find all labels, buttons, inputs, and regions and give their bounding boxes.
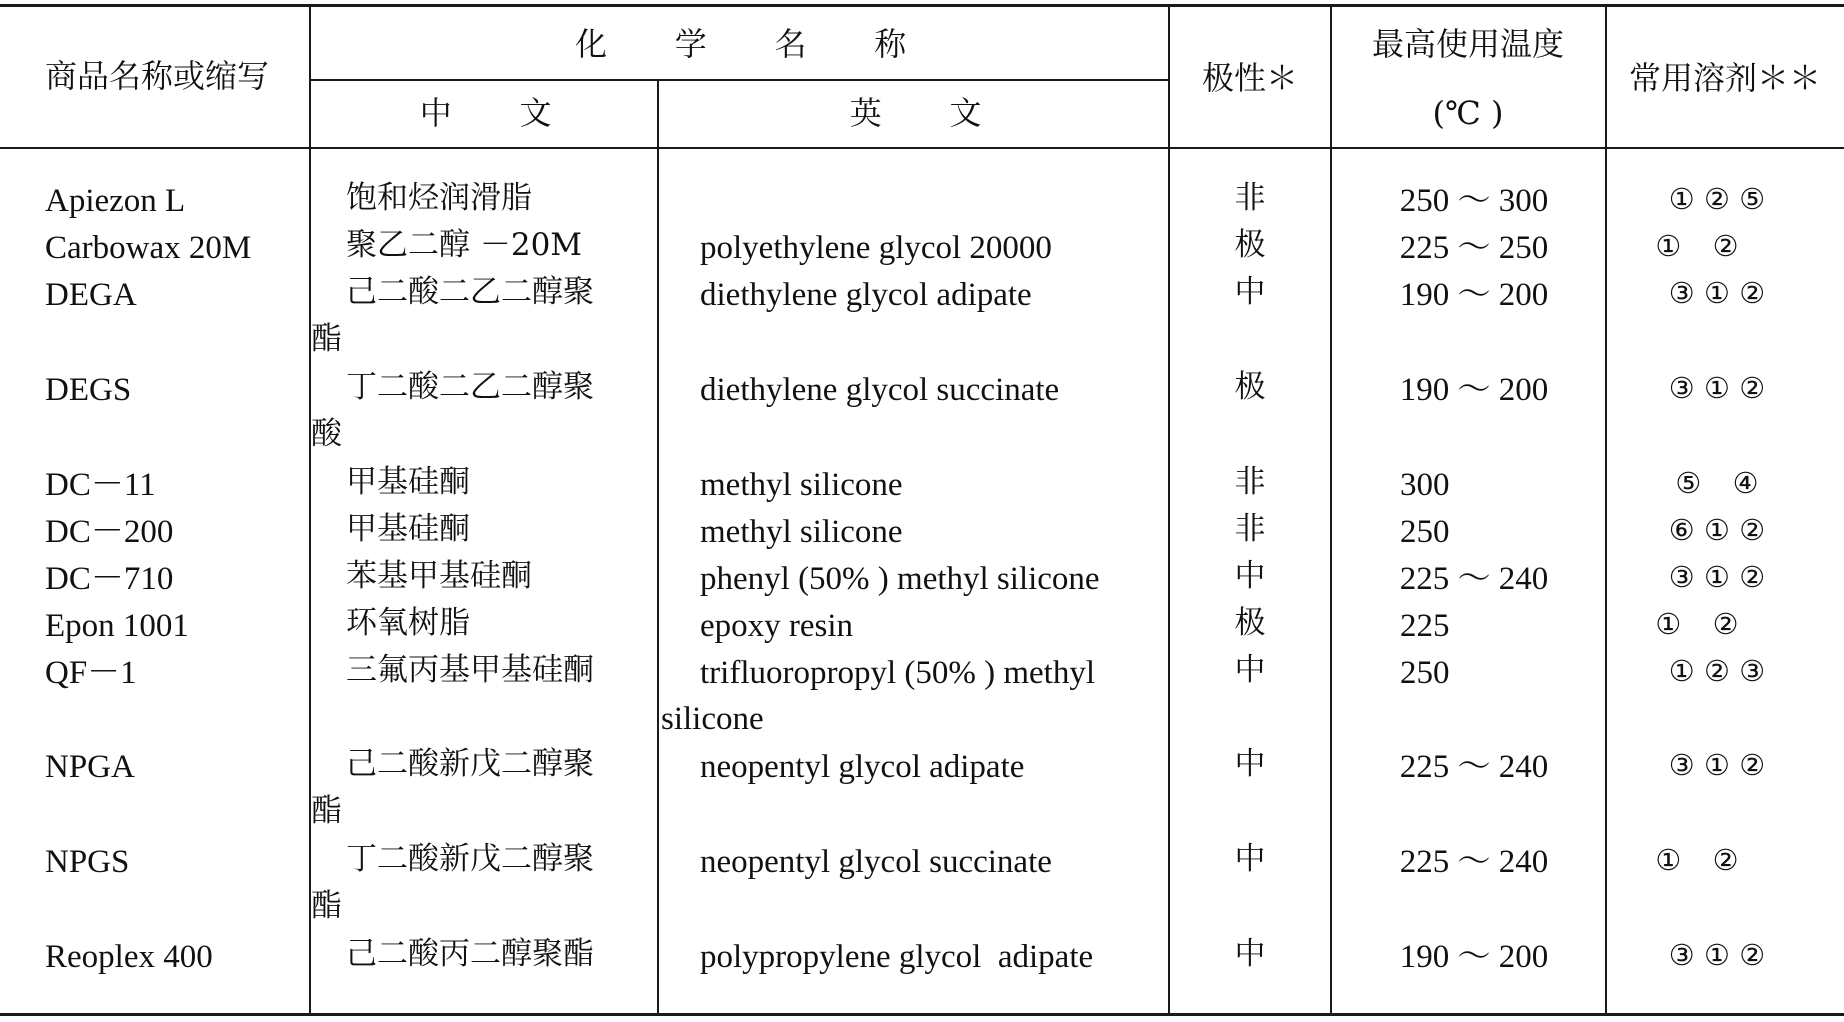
english-name-cell: diethylene glycol succinate <box>700 372 1060 408</box>
chinese-name-cell: 甲基硅酮 <box>346 511 470 547</box>
solvents-cell: ① ② <box>1655 229 1739 263</box>
solvents-cell: ① ② <box>1655 607 1739 641</box>
polarity-cell: 中 <box>1234 558 1266 594</box>
trade-name-cell: DC－200 <box>45 514 174 550</box>
chinese-name-cell: 丁二酸二乙二醇聚 <box>346 369 594 405</box>
solvents-cell: ⑤ ④ <box>1675 466 1759 500</box>
trade-name-cell: Epon 1001 <box>45 608 189 644</box>
solvents-cell: ③ ① ② <box>1668 371 1766 405</box>
trade-name-cell: Reoplex 400 <box>45 939 213 975</box>
english-name-cell: neopentyl glycol succinate <box>700 844 1052 880</box>
chinese-name-cell: 甲基硅酮 <box>346 464 470 500</box>
chinese-name-cell: 环氧树脂 <box>346 605 470 641</box>
english-name-wrap: silicone <box>661 701 764 737</box>
col-divider-3 <box>1168 4 1170 1015</box>
header-chinese: 中 文 <box>419 94 581 132</box>
polarity-cell: 非 <box>1234 180 1266 216</box>
header-trade-name: 商品名称或缩写 <box>44 57 270 95</box>
english-name-cell: polypropylene glycol adipate <box>700 939 1094 975</box>
polarity-cell: 中 <box>1234 841 1266 877</box>
trade-name-cell: QF－1 <box>45 655 137 691</box>
max-temp-cell: 300 <box>1400 467 1450 503</box>
header-polarity: 极性＊ <box>1201 59 1299 97</box>
solvents-cell: ③ ① ② <box>1668 748 1766 782</box>
solvents-cell: ① ② <box>1655 843 1739 877</box>
max-temp-cell: 225 <box>1400 608 1450 644</box>
polarity-cell: 中 <box>1234 746 1266 782</box>
max-temp-cell: 190 ～ 200 <box>1399 939 1549 975</box>
english-name-cell: neopentyl glycol adipate <box>700 749 1025 785</box>
chinese-name-cell: 己二酸二乙二醇聚 <box>346 274 594 310</box>
solvents-cell: ① ② ⑤ <box>1668 182 1766 216</box>
polarity-cell: 非 <box>1234 464 1266 500</box>
solvents-cell: ① ② ③ <box>1668 654 1766 688</box>
header-chemical-name: 化 学 名 称 <box>574 25 936 63</box>
english-name-cell: methyl silicone <box>700 514 903 550</box>
solvents-cell: ③ ① ② <box>1668 276 1766 310</box>
chinese-name-wrap: 酯 <box>311 321 342 357</box>
trade-name-cell: DEGA <box>45 277 137 313</box>
chem-name-sub-rule <box>310 79 1168 81</box>
max-temp-cell: 250 ～ 300 <box>1399 183 1549 219</box>
english-name-cell: epoxy resin <box>700 608 854 644</box>
polarity-cell: 极 <box>1234 369 1266 405</box>
max-temp-cell: 250 <box>1400 655 1450 691</box>
chinese-name-cell: 聚乙二醇 －20M <box>346 227 583 263</box>
max-temp-cell: 250 <box>1400 514 1450 550</box>
solvents-cell: ③ ① ② <box>1668 938 1766 972</box>
trade-name-cell: Apiezon L <box>45 183 186 219</box>
chinese-name-cell: 苯基甲基硅酮 <box>346 558 532 594</box>
english-name-cell: diethylene glycol adipate <box>700 277 1032 313</box>
chinese-name-cell: 己二酸新戊二醇聚 <box>346 746 594 782</box>
polarity-cell: 中 <box>1234 936 1266 972</box>
header-english: 英 文 <box>849 94 1011 132</box>
max-temp-cell: 190 ～ 200 <box>1399 372 1549 408</box>
polarity-cell: 极 <box>1234 605 1266 641</box>
trade-name-cell: DEGS <box>45 372 132 408</box>
col-divider-4 <box>1330 4 1332 1015</box>
table-bottom-rule <box>0 1013 1844 1016</box>
trade-name-cell: NPGS <box>45 844 130 880</box>
max-temp-cell: 225 ～ 250 <box>1399 230 1549 266</box>
chinese-name-cell: 三氟丙基甲基硅酮 <box>346 652 594 688</box>
header-bottom-rule <box>0 147 1844 149</box>
chinese-name-cell: 饱和烃润滑脂 <box>346 180 532 216</box>
solvents-cell: ③ ① ② <box>1668 560 1766 594</box>
polarity-cell: 极 <box>1234 227 1266 263</box>
chinese-name-cell: 己二酸丙二醇聚酯 <box>346 936 594 972</box>
max-temp-cell: 190 ～ 200 <box>1399 277 1549 313</box>
polarity-cell: 中 <box>1234 652 1266 688</box>
header-max-temp-unit: (℃ ) <box>1432 94 1504 132</box>
header-solvent: 常用溶剂＊＊ <box>1628 59 1822 97</box>
trade-name-cell: Carbowax 20M <box>45 230 252 266</box>
col-divider-5 <box>1605 4 1607 1015</box>
header-max-temp: 最高使用温度 <box>1371 25 1565 63</box>
chinese-name-cell: 丁二酸新戊二醇聚 <box>346 841 594 877</box>
english-name-cell: polyethylene glycol 20000 <box>700 230 1052 266</box>
col-divider-1 <box>309 4 311 1015</box>
trade-name-cell: DC－11 <box>45 467 156 503</box>
chinese-name-wrap: 酯 <box>311 793 342 829</box>
polarity-cell: 非 <box>1234 511 1266 547</box>
col-divider-2 <box>657 79 659 1015</box>
english-name-cell: trifluoropropyl (50% ) methyl <box>700 655 1096 691</box>
chinese-name-wrap: 酯 <box>311 888 342 924</box>
trade-name-cell: NPGA <box>45 749 135 785</box>
polarity-cell: 中 <box>1234 274 1266 310</box>
solvents-cell: ⑥ ① ② <box>1668 513 1766 547</box>
max-temp-cell: 225 ～ 240 <box>1399 749 1549 785</box>
table-top-rule <box>0 4 1844 7</box>
english-name-cell: methyl silicone <box>700 467 903 503</box>
max-temp-cell: 225 ～ 240 <box>1399 561 1549 597</box>
trade-name-cell: DC－710 <box>45 561 174 597</box>
english-name-cell: phenyl (50% ) methyl silicone <box>700 561 1100 597</box>
max-temp-cell: 225 ～ 240 <box>1399 844 1549 880</box>
chinese-name-wrap: 酸 <box>311 416 342 452</box>
